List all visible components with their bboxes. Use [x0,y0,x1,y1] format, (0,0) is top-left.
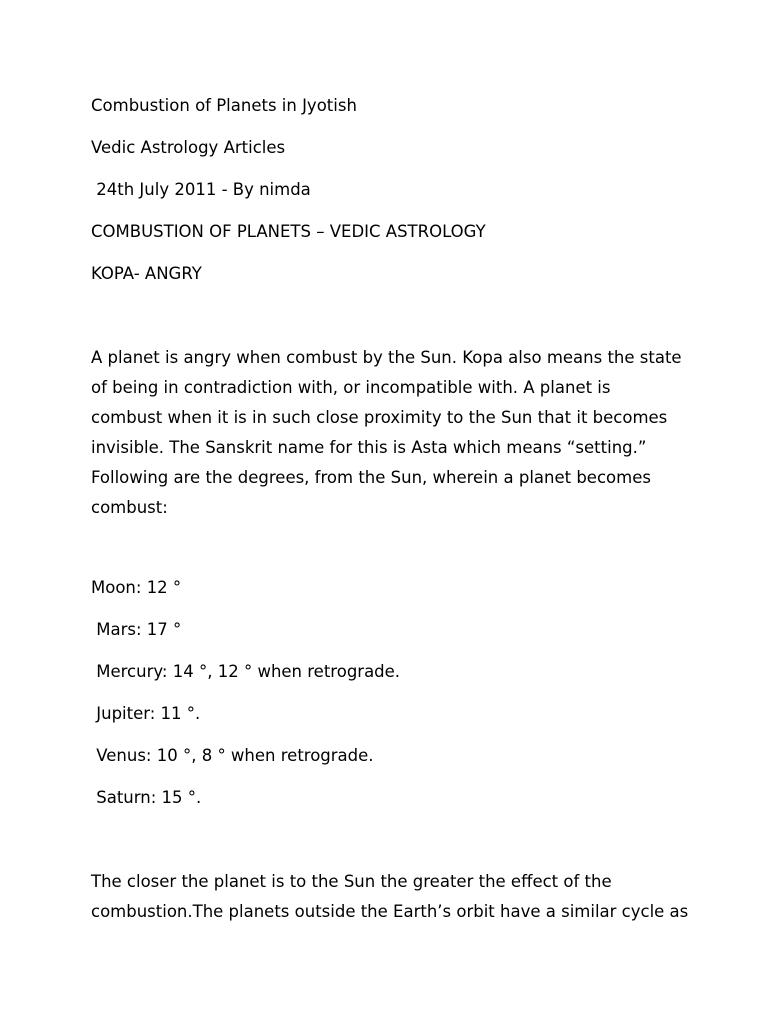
closing-line: The closer the planet is to the Sun the greater the effect of the [91,872,612,891]
degree-item-mercury: Mercury: 14 °, 12 ° when retrograde. [91,662,401,681]
intro-line: A planet is angry when combust by the Sun. Kopa also means the state [91,348,682,367]
intro-line: combust when it is in such close proximity to the Sun that it becomes [91,408,668,427]
degree-item-moon: Moon: 12 ° [91,578,182,597]
closing-paragraph [91,867,691,927]
intro-line: combust: [91,498,168,517]
intro-line: of being in contradiction with, or incompatible with. A planet is [91,378,611,397]
document-date-author: 24th July 2011 - By nimda [91,180,311,199]
intro-line: Following are the degrees, from the Sun, wherein a planet becomes [91,468,651,487]
degree-item-venus: Venus: 10 °, 8 ° when retrograde. [91,746,374,765]
degree-item-jupiter: Jupiter: 11 °. [91,704,201,723]
section-heading: COMBUSTION OF PLANETS – VEDIC ASTROLOGY [91,222,486,241]
intro-line: invisible. The Sanskrit name for this is Asta which means “setting.” [91,438,647,457]
degree-item-saturn: Saturn: 15 °. [91,788,202,807]
degree-item-mars: Mars: 17 ° [91,620,182,639]
closing-line: combustion.The planets outside the Earth’s orbit have a similar cycle as [91,902,689,921]
intro-paragraph [91,343,691,523]
document-category: Vedic Astrology Articles [91,138,286,157]
subsection-heading: KOPA- ANGRY [91,264,202,283]
document-title: Combustion of Planets in Jyotish [91,96,357,115]
